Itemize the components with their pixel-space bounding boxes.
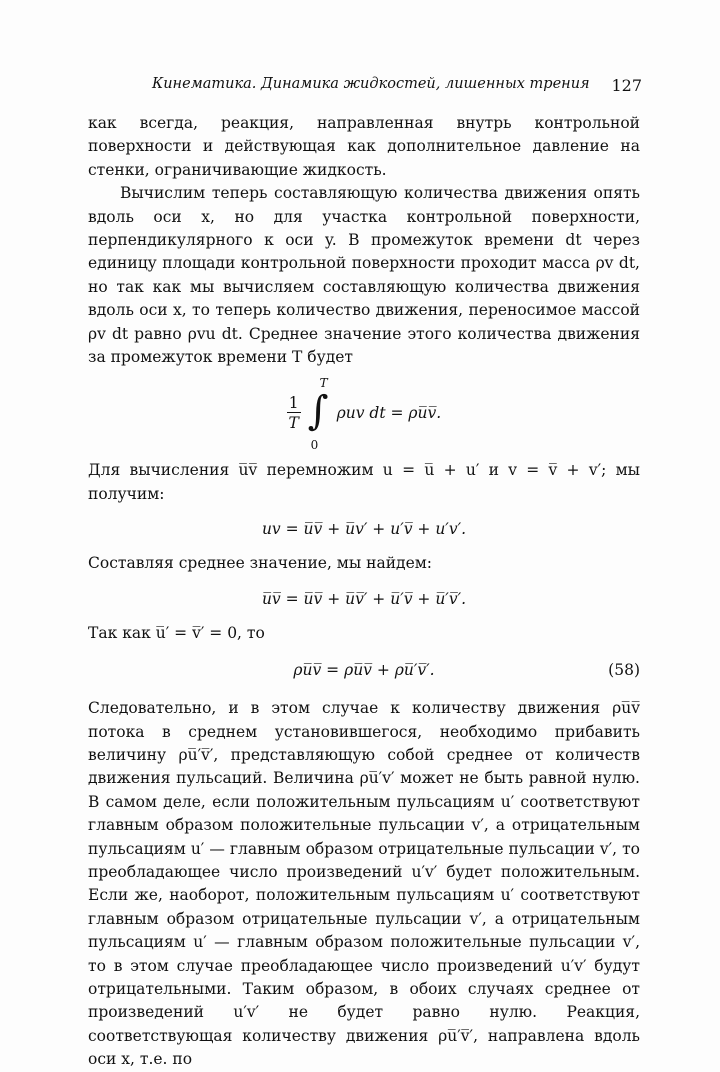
fraction-one-over-t bbox=[287, 394, 301, 433]
body-text bbox=[88, 112, 640, 1072]
fraction-numerator: 1 bbox=[288, 393, 299, 412]
paragraph-4: Составляя среднее значение, мы найдем: bbox=[88, 554, 433, 573]
equation-number: (58) bbox=[608, 661, 640, 680]
page-header bbox=[88, 76, 642, 98]
paragraph-6: Следовательно, и в этом случае к количеству движения ρu̅v̅ потока в среднем установившегося, необходимо прибавить величину ρu̅′v̅′, представляющую собой среднее от количеств движения пульсаций. Величина ρu̅′v′ может не быть равной нулю. В самом деле, если положительным пульсациям u′ соответствуют главным образом положительные пульсации v′, а отрицательным пульсациям u′ — главным образом отрицательные пульсации v′, то преобладающее число произведений u′v′ будет положительным. Если же, наоборот, положительным пульсациям u′ соответствуют главным образом отрицательные пульсации v′, а отрицательным пульсациям u′ — главным образом положительные пульсации v′, то в этом случае преобладающее число произведений u′v′ будут отрицательными. Таким образом, в обоих случаях среднее от произведений u′v′ не будет равно нулю. Реакция, соответствующая количеству движения ρu̅′v̅′, направлена вдоль оси x, т.е. по bbox=[88, 699, 640, 1069]
integral-sign bbox=[305, 376, 331, 453]
fraction-denominator: T bbox=[288, 413, 299, 432]
paragraph-2: Вычислим теперь составляющую количества движения опять вдоль оси x, но для участка контрольной поверхности, перпендикулярного к оси y. В промежуток времени dt через единицу площади контрольной поверхности проходит масса ρv dt, но так как мы вычисляем составляющую количества движения вдоль оси x, то теперь количество движения, переносимое массой ρv dt равно ρvu dt. Среднее значение этого количества движения за промежуток времени T будет bbox=[88, 184, 640, 367]
integral-equation bbox=[88, 375, 640, 451]
equation-58 bbox=[88, 653, 640, 687]
paragraph-5: Так как u̅′ = v̅′ = 0, то bbox=[88, 623, 265, 642]
integral-upper-limit: T bbox=[319, 376, 328, 391]
integrand: ρuv dt = ρu̅v̅. bbox=[336, 403, 442, 422]
paragraph-1: как всегда, реакция, направленная внутрь контрольной поверхности и действующая как дополнительное давление на стенки, ограничивающие жидкость. bbox=[88, 114, 640, 179]
expansion-equation: uv = u̅v̅ + u̅v′ + u′v̅ + u′v′. bbox=[261, 520, 467, 539]
equation-58-body: ρu̅v̅ = ρu̅v̅ + ρu̅′v̅′. bbox=[293, 661, 435, 680]
page-number: 127 bbox=[611, 76, 642, 95]
mean-equation: u̅v̅ = u̅v̅ + u̅v̅′ + u̅′v̅ + u̅′v̅′. bbox=[261, 589, 467, 608]
running-title: Кинематика. Динамика жидкостей, лишенных трения bbox=[152, 76, 590, 92]
paragraph-3: Для вычисления u̅v̅ перемножим u = u̅ + u′ и v = v̅ + v′; мы получим: bbox=[88, 461, 640, 503]
integral-glyph: ∫ bbox=[307, 388, 329, 435]
integral-lower-limit: 0 bbox=[310, 438, 319, 453]
